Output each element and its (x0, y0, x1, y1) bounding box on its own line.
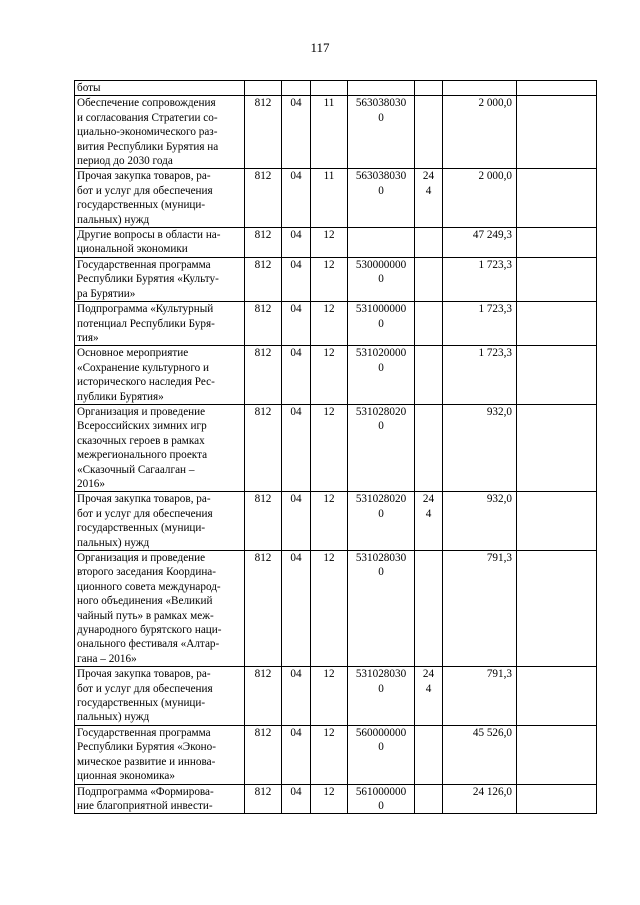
gr-code-cell (245, 81, 282, 96)
amount-cell: 932,0 (443, 404, 517, 491)
subsection-code-cell: 11 (311, 169, 348, 228)
expense-type-cell: 24 4 (415, 169, 443, 228)
row-name-cell: Другие вопросы в области на- циональной экономики (75, 228, 245, 258)
section-code-cell: 04 (282, 492, 311, 551)
empty-cell (517, 302, 597, 346)
gr-code-cell: 812 (245, 257, 282, 301)
amount-cell: 932,0 (443, 492, 517, 551)
row-name-cell: Обеспечение сопровождения и согласования Стратегии со- циально-экономического раз- вития Республики Бурятия на период до 2030 года (75, 96, 245, 169)
target-article-cell (348, 228, 415, 258)
subsection-code-cell: 11 (311, 96, 348, 169)
row-name-cell: Государственная программа Республики Бурятия «Эконо- мическое развитие и иннова- ционная экономика» (75, 725, 245, 784)
target-article-cell: 561000000 0 (348, 784, 415, 814)
amount-cell: 1 723,3 (443, 346, 517, 405)
empty-cell (517, 81, 597, 96)
gr-code-cell: 812 (245, 784, 282, 814)
gr-code-cell: 812 (245, 725, 282, 784)
section-code-cell: 04 (282, 784, 311, 814)
empty-cell (517, 404, 597, 491)
expense-type-cell (415, 257, 443, 301)
subsection-code-cell: 12 (311, 404, 348, 491)
target-article-cell: 563038030 0 (348, 96, 415, 169)
amount-cell: 47 249,3 (443, 228, 517, 258)
section-code-cell: 04 (282, 96, 311, 169)
table-row (75, 257, 597, 301)
section-code-cell: 04 (282, 725, 311, 784)
gr-code-cell: 812 (245, 169, 282, 228)
expense-type-cell (415, 302, 443, 346)
table-row (75, 228, 597, 258)
subsection-code-cell: 12 (311, 784, 348, 814)
section-code-cell (282, 81, 311, 96)
target-article-cell: 531028030 0 (348, 667, 415, 726)
amount-cell: 1 723,3 (443, 302, 517, 346)
subsection-code-cell: 12 (311, 492, 348, 551)
gr-code-cell: 812 (245, 551, 282, 667)
table-row (75, 404, 597, 491)
section-code-cell: 04 (282, 404, 311, 491)
expense-type-cell: 24 4 (415, 492, 443, 551)
subsection-code-cell: 12 (311, 667, 348, 726)
expense-type-cell (415, 346, 443, 405)
table-row (75, 492, 597, 551)
table-row (75, 667, 597, 726)
target-article-cell: 531000000 0 (348, 302, 415, 346)
row-name-cell: Подпрограмма «Формирова- ние благоприятной инвести- (75, 784, 245, 814)
empty-cell (517, 725, 597, 784)
expense-type-cell (415, 784, 443, 814)
amount-cell: 791,3 (443, 667, 517, 726)
expense-type-cell (415, 404, 443, 491)
section-code-cell: 04 (282, 346, 311, 405)
row-name-cell: Организация и проведение Всероссийских зимних игр сказочных героев в рамках межрегионального проекта «Сказочный Сагаалган – 2016» (75, 404, 245, 491)
table-row (75, 346, 597, 405)
gr-code-cell: 812 (245, 228, 282, 258)
table-row (75, 169, 597, 228)
gr-code-cell: 812 (245, 302, 282, 346)
expense-type-cell: 24 4 (415, 667, 443, 726)
expense-type-cell (415, 96, 443, 169)
section-code-cell: 04 (282, 257, 311, 301)
row-name-cell: Прочая закупка товаров, ра- бот и услуг для обеспечения государственных (муници- пальных) нужд (75, 667, 245, 726)
table-row (75, 96, 597, 169)
empty-cell (517, 169, 597, 228)
amount-cell: 45 526,0 (443, 725, 517, 784)
section-code-cell: 04 (282, 667, 311, 726)
amount-cell: 2 000,0 (443, 96, 517, 169)
section-code-cell: 04 (282, 169, 311, 228)
amount-cell (443, 81, 517, 96)
gr-code-cell: 812 (245, 404, 282, 491)
row-name-cell: Прочая закупка товаров, ра- бот и услуг для обеспечения государственных (муници- пальных) нужд (75, 492, 245, 551)
target-article-cell (348, 81, 415, 96)
subsection-code-cell: 12 (311, 228, 348, 258)
budget-table (74, 80, 597, 814)
gr-code-cell: 812 (245, 346, 282, 405)
section-code-cell: 04 (282, 302, 311, 346)
target-article-cell: 531028020 0 (348, 404, 415, 491)
expense-type-cell (415, 551, 443, 667)
target-article-cell: 530000000 0 (348, 257, 415, 301)
target-article-cell: 563038030 0 (348, 169, 415, 228)
table-row (75, 551, 597, 667)
gr-code-cell: 812 (245, 96, 282, 169)
subsection-code-cell: 12 (311, 302, 348, 346)
row-name-cell: Государственная программа Республики Бурятия «Культу- ра Бурятии» (75, 257, 245, 301)
expense-type-cell (415, 81, 443, 96)
empty-cell (517, 257, 597, 301)
subsection-code-cell: 12 (311, 346, 348, 405)
row-name-cell: Основное мероприятие «Сохранение культурного и исторического наследия Рес- публики Бурятия» (75, 346, 245, 405)
amount-cell: 791,3 (443, 551, 517, 667)
table-row (75, 725, 597, 784)
gr-code-cell: 812 (245, 667, 282, 726)
table-row (75, 302, 597, 346)
empty-cell (517, 784, 597, 814)
subsection-code-cell: 12 (311, 725, 348, 784)
target-article-cell: 531028030 0 (348, 551, 415, 667)
empty-cell (517, 667, 597, 726)
amount-cell: 1 723,3 (443, 257, 517, 301)
target-article-cell: 531020000 0 (348, 346, 415, 405)
empty-cell (517, 346, 597, 405)
row-name-cell: Прочая закупка товаров, ра- бот и услуг для обеспечения государственных (муници- пальных) нужд (75, 169, 245, 228)
target-article-cell: 531028020 0 (348, 492, 415, 551)
row-name-cell: Подпрограмма «Культурный потенциал Республики Буря- тия» (75, 302, 245, 346)
table-row (75, 784, 597, 814)
subsection-code-cell (311, 81, 348, 96)
empty-cell (517, 492, 597, 551)
subsection-code-cell: 12 (311, 551, 348, 667)
row-name-cell: боты (75, 81, 245, 96)
subsection-code-cell: 12 (311, 257, 348, 301)
section-code-cell: 04 (282, 228, 311, 258)
section-code-cell: 04 (282, 551, 311, 667)
table-row (75, 81, 597, 96)
empty-cell (517, 228, 597, 258)
target-article-cell: 560000000 0 (348, 725, 415, 784)
empty-cell (517, 551, 597, 667)
row-name-cell: Организация и проведение второго заседания Координа- ционного совета международ- ного объединения «Великий чайный путь» в рамках меж- дународного бурятского наци- онального фестиваля «Алтар- гана – 2016» (75, 551, 245, 667)
expense-type-cell (415, 228, 443, 258)
amount-cell: 24 126,0 (443, 784, 517, 814)
empty-cell (517, 96, 597, 169)
amount-cell: 2 000,0 (443, 169, 517, 228)
page-number: 117 (310, 40, 330, 55)
gr-code-cell: 812 (245, 492, 282, 551)
expense-type-cell (415, 725, 443, 784)
